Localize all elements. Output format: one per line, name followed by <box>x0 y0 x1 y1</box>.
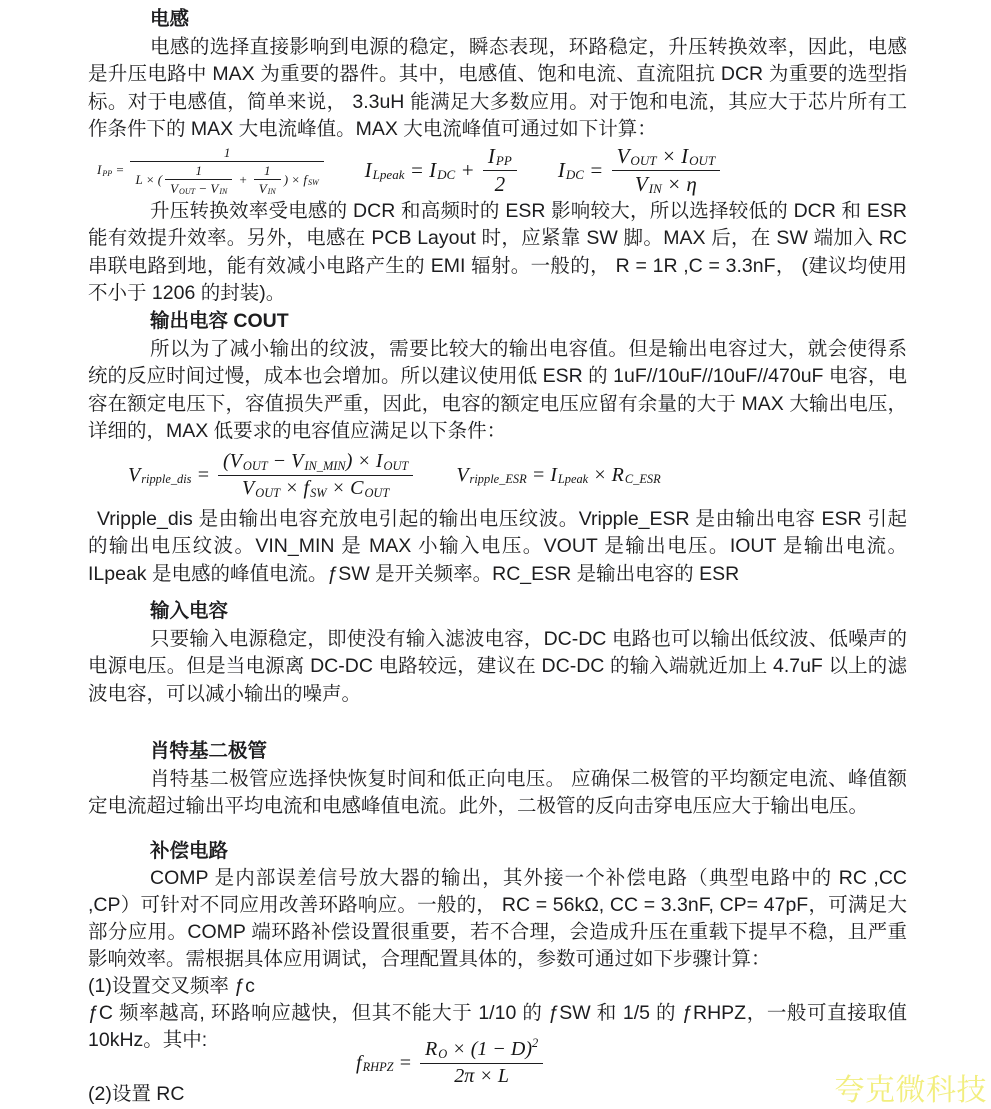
formula-vripple-dis: V ripple_dis = ( V OUT − V IN_MIN ) × I OUT V OUT × f SW × C OUT <box>128 450 416 500</box>
formula-idc: I DC = V OUT × I OUT V IN × η <box>558 144 723 197</box>
formula-row-ripple <box>88 446 907 506</box>
paragraph-cin: 只要输入电源稳定，即使没有输入滤波电容，DC-DC 电路也可以输出低纹波、低噪声的电源电压。但是当电源离 DC-DC 电路较远，建议在 DC-DC 的输入端就近加上 4.7uF 以上的滤波电容，可以减小输出的噪声。 <box>88 627 907 705</box>
formula-frhpz: f RHPZ = R O × (1 − D) 2 2π × L <box>356 1038 546 1088</box>
section-compensation <box>0 838 991 1054</box>
step1-crossover-frequency: (1)设置交叉频率 ƒc <box>88 975 255 997</box>
paragraph-cout-selection: 所以为了减小输出的纹波，需要比较大的输出电容值。但是输出电容过大，就会使得系统的反应时间过慢，成本也会增加。所以建议使用低 ESR 的 1uF//10uF//10uF//470uF 电容，电容在额定电压下，容值损失严重，因此，电容的额定电压应留有余量的大于 MAX 大输出电压，详细的，MAX 低要求的电容值应满足以下条件： <box>88 337 907 442</box>
paragraph-ripple-definitions: Vripple_dis 是由输出电容充放电引起的输出电压纹波。Vripple_ESR 是由输出电容 ESR 引起的输出电压纹波。VIN_MIN 是 MAX 小输入电压。VOUT 是输出电压。IOUT 是输出电流。ILpeak 是电感的峰值电流。ƒSW 是开关频率。RC_ESR 是输出电容的 ESR <box>88 507 907 585</box>
section-input-capacitor <box>0 598 991 708</box>
paragraph-crossover-frequency: ƒC 频率越高, 环路响应越快，但其不能大于 1/10 的 ƒSW 和 1/5 的 ƒRHPZ，一般可直接取值 10kHz。其中: <box>88 1002 907 1051</box>
paragraph-inductor-layout: 升压转换效率受电感的 DCR 和高频时的 ESR 影响较大，所以选择较低的 DCR 和 ESR 能有效提升效率。另外，电感在 PCB Layout 时，应紧靠 SW 脚。MAX 后，在 SW 端加入 RC 串联电路到地，能有效减小电路产生的 EMI 辐射。一般的， R = 1R ,C = 3.3nF， (建议均使用不小于 1206 的封装)。 <box>88 199 907 304</box>
formula-vripple-esr: V ripple_ESR = I Lpeak × R C_ESR <box>456 464 661 487</box>
heading-inductor: 电感 <box>150 8 190 30</box>
heading-input-capacitor: 输入电容 <box>150 600 229 622</box>
formula-ipp: I PP = 1 L × ( 1 V OUT − V IN + 1 V IN ) × f SW <box>97 145 327 197</box>
formula-row-peak-current <box>88 144 907 198</box>
section-schottky-diode <box>0 738 991 821</box>
heading-output-capacitor: 输出电容 COUT <box>150 310 289 332</box>
paragraph-compensation: COMP 是内部误差信号放大器的输出，其外接一个补偿电路（典型电路中的 RC ,CC ,CP）可针对不同应用改善环路响应。一般的， RC = 56kΩ, CC = 3.3nF, CP= 47pF，可满足大部分应用。COMP 端环路补偿设置很重要，若不合理，会造成升压在重载下提早不稳，且严重影响效率。需根据具体应用调试，合理配置具体的，参数可通过如下步骤计算： <box>88 867 907 970</box>
section-output-capacitor <box>0 308 991 588</box>
watermark: 夸克微科技 <box>834 1074 987 1107</box>
heading-schottky-diode: 肖特基二极管 <box>150 740 268 762</box>
formula-ilpeak: I Lpeak = I DC + I PP 2 <box>365 144 520 197</box>
step2-set-rc: (2)设置 RC <box>88 1083 185 1105</box>
section-inductor <box>0 6 991 308</box>
paragraph-inductor-intro: 电感的选择直接影响到电源的稳定，瞬态表现，环路稳定，升压转换效率，因此，电感是升压电路中 MAX 为重要的器件。其中，电感值、饱和电流、直流阻抗 DCR 为重要的选型指标。对于电感值，简单来说， 3.3uH 能满足大多数应用。对于饱和电流，其应大于芯片所有工作条件下的 MAX 大电流峰值。MAX 大电流峰值可通过如下计算： <box>88 35 907 140</box>
paragraph-schottky: 肖特基二极管应选择快恢复时间和低正向电压。 应确保二极管的平均额定电流、峰值额定电流超过输出平均电流和电感峰值电流。此外，二极管的反向击穿电压应大于输出电压。 <box>88 767 907 817</box>
heading-compensation: 补偿电路 <box>150 840 229 862</box>
